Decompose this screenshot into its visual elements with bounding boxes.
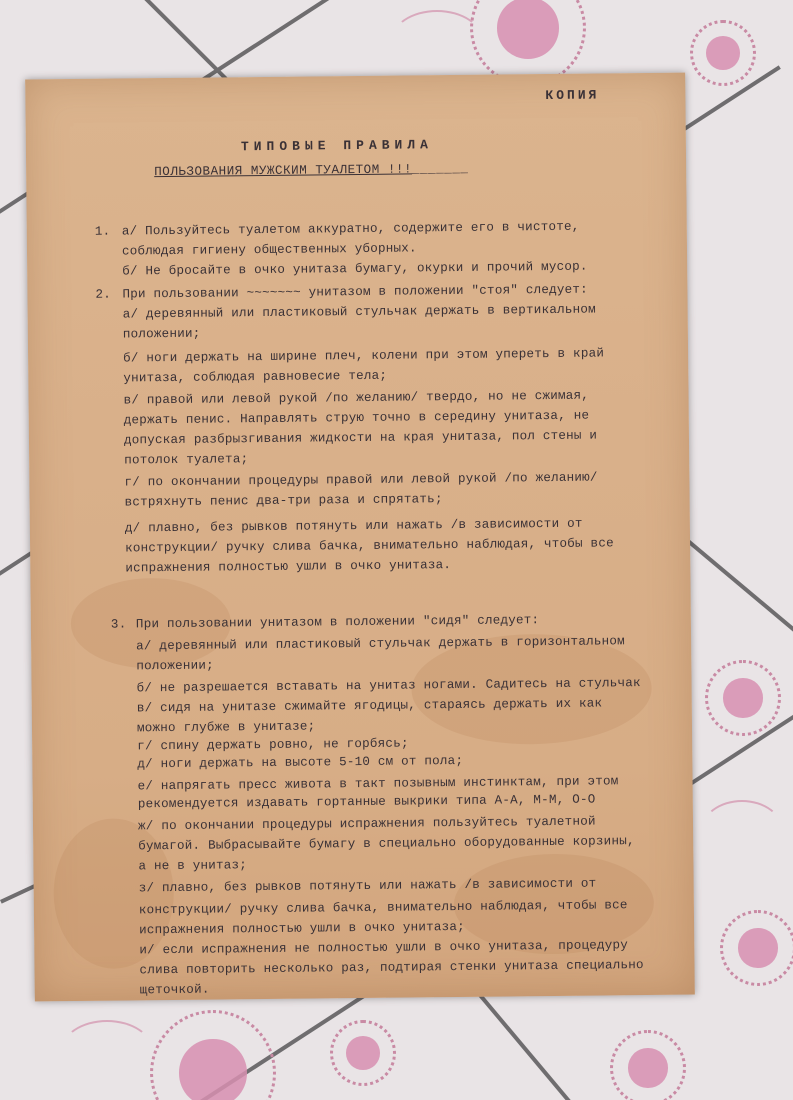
text-line: При пользовании ~~~~~~~ унитазом в положении "стоя" следует: — [122, 282, 588, 302]
text-line: слива повторить несколько раз, подтирая стенки унитаза специально — [139, 958, 644, 978]
text-line: в/ правой или левой рукой /по желанию/ твердо, но не сжимая, — [123, 388, 590, 408]
section-1-number: 1. — [94, 224, 111, 239]
text-line: можно глубже в унитазе; — [136, 719, 316, 736]
text-line: д/ плавно, без рывков потянуть или нажать /в зависимости от — [124, 516, 583, 536]
section-2-number: 2. — [95, 287, 112, 302]
text-line: г/ спину держать ровно, не горбясь; — [137, 736, 409, 754]
text-line: положении; — [122, 326, 201, 342]
text-line: и/ если испражнения не полностью ушли в очко унитаза, процедуру — [139, 938, 629, 958]
text-line: испражнения полностью ушли в очко унитаза; — [139, 919, 465, 938]
text-line: соблюдая гигиену общественных уборных. — [121, 241, 417, 259]
document-text — [25, 73, 695, 1002]
text-line: При пользовании унитазом в положении "сидя" следует: — [135, 613, 540, 632]
text-line: е/ напрягать пресс живота в такт позывным инстинктам, при этом — [137, 774, 619, 794]
text-line: а/ Пользуйтесь туалетом аккуратно, содержите его в чистоте, — [121, 219, 580, 239]
section-3-number: 3. — [110, 617, 127, 632]
text-line: положении; — [136, 658, 214, 674]
document-subtitle — [154, 159, 468, 182]
text-line: испражнения полностью ушли в очко унитаза. — [125, 558, 452, 576]
text-line: б/ ноги держать на ширине плеч, колени при этом упереть в край — [123, 346, 605, 366]
text-line: д/ ноги держать на высоте 5-10 см от пола; — [137, 753, 464, 772]
text-line: б/ не разрешается вставать на унитаз ногами. Садитесь на стульчак — [136, 676, 641, 696]
subtitle-text: ПОЛЬЗОВАНИЯ МУЖСКИМ ТУАЛЕТОМ !!! — [154, 162, 413, 180]
text-line: потолок туалета; — [124, 452, 249, 468]
subtitle-dashes: _______ — [411, 161, 469, 177]
text-line: щеточкой. — [139, 982, 210, 998]
text-line: встряхнуть пенис два-три раза и спрятать; — [124, 492, 443, 510]
typed-document-sheet — [25, 73, 695, 1002]
copy-stamp: КОПИЯ — [545, 87, 600, 104]
text-line: рекомендуется издавать гортанные выкрики типа А-А, М-М, О-О — [137, 792, 596, 812]
text-line: з/ плавно, без рывков потянуть или нажать /в зависимости от — [138, 876, 597, 896]
text-line: конструкции/ ручку слива бачка, внимательно наблюдая, чтобы все — [138, 898, 628, 918]
text-line: бумагой. Выбрасывайте бумагу в специально оборудованные корзины, — [138, 834, 635, 854]
text-line: в/ сидя на унитазе сжимайте ягодицы, стараясь держать их как — [136, 696, 603, 716]
text-line: конструкции/ ручку слива бачка, внимательно наблюдая, чтобы все — [125, 536, 614, 556]
text-line: ж/ по окончании процедуры испражнения пользуйтесь туалетной — [137, 814, 596, 834]
text-line: б/ Не бросайте в очко унитаза бумагу, окурки и прочий мусор. — [122, 259, 588, 279]
text-line: унитаза, соблюдая равновесие тела; — [123, 368, 388, 386]
text-line: допуская разбрызгивания жидкости на края унитаза, пол стены и — [123, 428, 598, 448]
text-line: держать пенис. Направлять струю точно в середину унитаза, не — [123, 408, 590, 428]
document-title: ТИПОВЫЕ ПРАВИЛА — [240, 137, 434, 155]
text-line: г/ по окончании процедуры правой или левой рукой /по желанию/ — [124, 470, 598, 490]
text-line: а/ деревянный или пластиковый стульчак держать в горизонтальном — [136, 634, 625, 654]
text-line: а не в унитаз; — [138, 858, 248, 874]
text-line: а/ деревянный или пластиковый стульчак держать в вертикальном — [122, 302, 596, 322]
